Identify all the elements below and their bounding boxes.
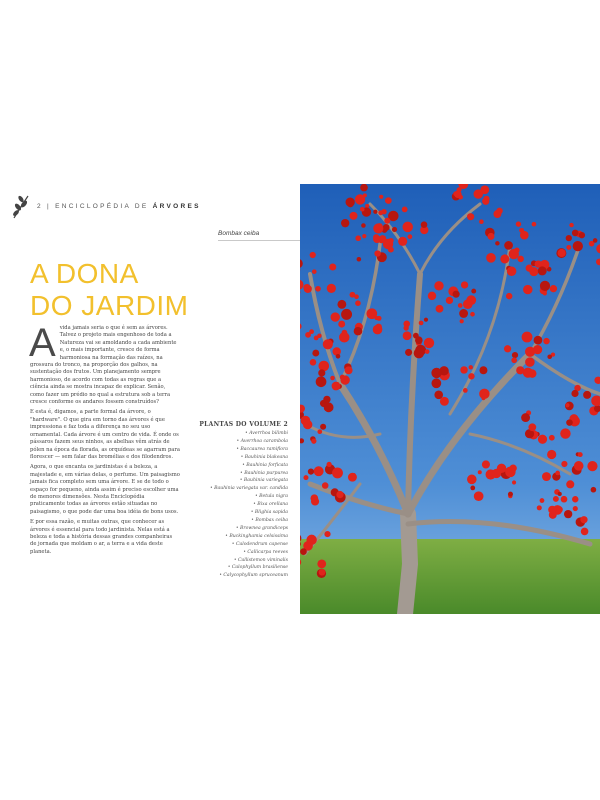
flower-blossom (571, 390, 578, 397)
flower-blossom (306, 535, 316, 545)
flower-blossom (525, 357, 535, 367)
flower-blossom (402, 206, 408, 212)
flower-blossom (479, 219, 484, 224)
flower-blossom (479, 366, 487, 374)
flower-blossom (528, 369, 536, 377)
flower-blossom (310, 252, 316, 258)
flower-blossom (547, 450, 556, 459)
flower-blossom (388, 238, 393, 243)
flower-blossom (431, 378, 441, 388)
title-line-1: A DONA (30, 258, 139, 289)
flower-blossom (349, 212, 357, 220)
flower-blossom (324, 402, 334, 412)
flower-blossom (572, 496, 578, 502)
paragraph-2: E esta é, digamos, a parte formal da árvore, o "hardware". O que gira em torno das árvores é que impressiona e faz toda a diferença no seu uso ornamental. Cada árvore é um centro de vida. É onde os pássaros fazem seus ninhos, as abelhas vêm atrás de pólen na época da florada, as orquídeas se agarram para florescer — sem falar das bromélias e dos filodendros. (30, 409, 180, 460)
flower-blossom (516, 221, 521, 226)
plant-list-item: • Bixa orellana (253, 502, 288, 508)
flower-blossom (558, 249, 566, 257)
flower-blossom (566, 245, 571, 250)
plants-list-title: PLANTAS DO VOLUME 2 (199, 421, 288, 428)
flower-blossom (346, 197, 355, 206)
plant-list-item: • Brownea grandiceps (235, 525, 288, 531)
flower-blossom (354, 327, 363, 336)
flower-blossom (405, 349, 412, 356)
flower-blossom (505, 467, 516, 478)
flower-blossom (355, 235, 361, 241)
flower-blossom (517, 256, 523, 262)
plant-list-item: • Calodendrum capense (231, 541, 288, 547)
flower-blossom (349, 292, 355, 298)
flower-blossom (543, 338, 549, 344)
flower-blossom (578, 452, 583, 457)
flower-blossom (519, 228, 524, 233)
flower-blossom (521, 413, 530, 422)
flower-blossom (373, 223, 383, 233)
flower-blossom (428, 292, 436, 300)
flower-blossom (522, 332, 533, 343)
flower-blossom (528, 423, 536, 431)
flower-blossom (330, 376, 335, 381)
flower-blossom (556, 506, 563, 513)
plant-list-item: • Bauhinia blakeana (240, 454, 288, 460)
flower-blossom (481, 396, 485, 400)
flower-blossom (574, 461, 584, 471)
page-title (30, 258, 189, 322)
running-header (10, 192, 201, 220)
flower-blossom (458, 195, 463, 200)
flower-blossom (581, 528, 589, 536)
flower-blossom (446, 297, 453, 304)
flower-blossom (341, 219, 349, 227)
flower-blossom (564, 510, 572, 518)
flower-blossom (373, 234, 379, 240)
flower-blossom (461, 281, 468, 288)
flower-blossom (457, 187, 462, 192)
flower-blossom (547, 354, 552, 359)
flower-blossom (331, 312, 340, 321)
flower-blossom (341, 309, 352, 320)
flower-blossom (360, 207, 365, 212)
flower-blossom (506, 293, 512, 299)
bombax-ceiba-photo (300, 184, 600, 614)
flower-blossom (379, 195, 383, 199)
flower-blossom (323, 339, 333, 349)
leaf-branch-icon (10, 192, 34, 220)
flower-blossom (377, 316, 382, 321)
flower-blossom (436, 305, 444, 313)
plant-list-item: • Betula nigra (254, 494, 288, 500)
flower-blossom (317, 559, 326, 568)
flower-blossom (471, 289, 476, 294)
flower-blossom (327, 462, 332, 467)
flower-blossom (355, 300, 361, 306)
flower-blossom (314, 466, 324, 476)
flower-blossom (310, 359, 317, 366)
flower-blossom (540, 498, 545, 503)
plant-list-item: • Callistemon viminalis (233, 557, 288, 563)
flower-blossom (337, 300, 346, 309)
flower-blossom (431, 368, 441, 378)
flower-blossom (312, 269, 317, 274)
flower-blossom (440, 397, 449, 406)
plants-list-box (186, 421, 288, 580)
flower-blossom (340, 375, 349, 384)
flower-blossom (566, 419, 573, 426)
flower-blossom (336, 354, 341, 359)
flower-blossom (593, 238, 598, 243)
flower-blossom (309, 329, 314, 334)
title-line-2: DO JARDIM (30, 290, 189, 321)
flower-blossom (385, 197, 392, 204)
plant-list-item: • Bauhinia variegata (239, 478, 288, 484)
flower-blossom (301, 416, 311, 426)
flower-blossom (504, 345, 511, 352)
flower-blossom (467, 475, 477, 485)
flower-blossom (324, 531, 330, 537)
flower-blossom (569, 223, 573, 227)
flower-blossom (329, 263, 336, 270)
flower-blossom (573, 241, 583, 251)
flower-blossom (378, 210, 383, 215)
flower-blossom (469, 365, 473, 369)
flower-blossom (320, 424, 326, 430)
flower-blossom (508, 492, 513, 497)
flower-blossom (573, 506, 578, 511)
flower-blossom (560, 428, 570, 438)
paragraph-1-text: vida jamais seria o que é sem as árvores. Talvez o projeto mais engenhoso de toda a Natureza vai se amoldando a cada ambiente e, o mais importante, cresce de forma harmoniosa na formação das raízes, na grossura do tronco, na proporção dos galhos, na sustentação dos frutos. Um planejamento sempre harmonioso, de acordo com todas as regras que a ciência ainda se mostra incapaz de explicar. Senão, como fazer um prédio no qual a estrutura sob a terra cresce conforme os andares fossem construídos? (30, 325, 177, 406)
flower-blossom (336, 491, 343, 498)
flower-blossom (579, 232, 585, 238)
flower-blossom (312, 350, 319, 357)
flower-blossom (408, 234, 413, 239)
flower-blossom (319, 569, 326, 576)
flower-blossom (467, 213, 474, 220)
flower-blossom (361, 223, 366, 228)
plant-list-item: • Bauhinia variegata var. candida (209, 486, 288, 492)
flower-blossom (583, 391, 591, 399)
drop-cap: A (29, 321, 56, 365)
flower-blossom (587, 461, 597, 471)
plant-list-item: • Blighia sapida (250, 510, 288, 516)
flower-blossom (318, 369, 325, 376)
flower-blossom (548, 506, 556, 514)
flower-blossom (486, 253, 496, 263)
plant-list-item: • Bauhinia purpurea (240, 470, 288, 476)
flower-blossom (459, 309, 468, 318)
flower-blossom (482, 460, 490, 468)
flower-blossom (497, 464, 506, 473)
flower-blossom (345, 366, 353, 374)
flower-blossom (315, 286, 321, 292)
grass-field (300, 539, 600, 614)
paragraph-1 (29, 321, 180, 406)
flower-blossom (537, 505, 542, 510)
flower-blossom (319, 361, 330, 372)
flower-blossom (332, 467, 343, 478)
flower-blossom (565, 403, 569, 407)
flower-blossom (360, 184, 368, 191)
flower-blossom (314, 336, 319, 341)
flower-blossom (555, 471, 560, 476)
flower-blossom (453, 291, 460, 298)
photo-caption: Bombax ceiba (218, 230, 260, 237)
flower-blossom (525, 347, 535, 357)
flower-blossom (460, 366, 467, 373)
flower-blossom (572, 230, 579, 237)
flower-blossom (332, 382, 341, 391)
plants-list (186, 430, 288, 580)
flower-blossom (366, 308, 377, 319)
plant-list-item: • Callicarpa reeves (243, 549, 288, 555)
flower-blossom (543, 291, 547, 295)
series-subject: ÁRVORES (152, 202, 201, 210)
flower-blossom (300, 548, 307, 555)
flower-blossom (532, 222, 537, 227)
flower-blossom (507, 266, 517, 276)
flower-blossom (509, 249, 519, 259)
flower-blossom (495, 241, 499, 245)
flower-blossom (419, 321, 424, 326)
flower-blossom (523, 285, 532, 294)
flower-blossom (384, 218, 390, 224)
flower-blossom (303, 475, 308, 480)
flower-blossom (424, 338, 434, 348)
plant-list-item: • Averrhoa bilimbi (244, 431, 288, 436)
flower-blossom (566, 480, 574, 488)
plant-list-item: • Bauhinia forficata (242, 462, 288, 468)
flower-blossom (561, 496, 568, 503)
paragraph-4: E por essa razão, e muitas outras, que conhecer as árvores é essencial para todo jardinista. Nelas está a beleza e toda a história dessas grandes companheiras de jornada que moldam o ar, a terra e a vida deste planeta. (30, 519, 173, 555)
plant-list-item: • Bombax ceiba (251, 517, 288, 523)
flower-blossom (516, 366, 524, 374)
flower-blossom (478, 470, 482, 474)
flower-blossom (327, 284, 336, 293)
flower-blossom (421, 221, 428, 228)
flower-blossom (512, 352, 518, 358)
flower-blossom (553, 496, 559, 502)
flower-blossom (550, 285, 557, 292)
flower-blossom (311, 439, 316, 444)
series-name: ENCICLOPÉDIA DE (55, 202, 149, 210)
flower-blossom (549, 435, 555, 441)
flower-blossom (317, 429, 322, 434)
flower-blossom (434, 281, 443, 290)
flower-blossom (591, 487, 597, 493)
plant-list-item: • Calycophyllum spruceanum (219, 573, 288, 579)
flower-blossom (415, 345, 426, 356)
flower-blossom (474, 491, 484, 501)
flower-blossom (308, 469, 314, 475)
flower-blossom (425, 349, 430, 354)
flower-blossom (470, 486, 475, 491)
flower-blossom (542, 472, 551, 481)
flower-blossom (362, 234, 366, 238)
flower-blossom (540, 281, 550, 291)
flower-blossom (487, 233, 494, 240)
plant-list-item: • Calophyllum brasiliense (227, 565, 288, 571)
caption-rule (218, 240, 300, 241)
flower-blossom (322, 482, 329, 489)
plant-list-item: • Averrhoa carambola (236, 438, 288, 444)
flower-blossom (357, 257, 362, 262)
flower-blossom (323, 396, 330, 403)
flower-blossom (526, 265, 533, 272)
plant-list-item: • Baccaurea ramiflora (236, 446, 288, 452)
flower-blossom (504, 241, 513, 250)
flower-blossom (566, 235, 572, 241)
flower-blossom (379, 235, 386, 242)
flower-blossom (470, 312, 475, 317)
flower-blossom (512, 480, 516, 484)
flower-blossom (561, 461, 567, 467)
flower-blossom (415, 336, 423, 344)
flower-blossom (558, 492, 562, 496)
flower-blossom (348, 473, 357, 482)
flower-blossom (500, 254, 509, 263)
flower-blossom (482, 198, 489, 205)
flower-blossom (580, 516, 587, 523)
flower-blossom (373, 210, 377, 214)
flower-blossom (374, 250, 380, 256)
flower-blossom (339, 332, 350, 343)
flower-blossom (458, 303, 463, 308)
flower-blossom (402, 222, 412, 232)
flower-blossom (538, 435, 547, 444)
flower-blossom (466, 295, 476, 305)
flower-blossom (355, 194, 365, 204)
flower-blossom (403, 331, 412, 340)
flower-blossom (511, 357, 517, 363)
tree-photo (300, 184, 600, 614)
article-body (29, 321, 180, 559)
flower-blossom (373, 325, 383, 335)
flower-blossom (468, 373, 474, 379)
flower-blossom (316, 376, 327, 387)
flower-blossom (304, 285, 312, 293)
flower-blossom (424, 318, 428, 322)
paragraph-3: Agora, o que encanta os jardinistas é a beleza, a majestade e, em várias delas, o perfume. Um paisagismo jamais fica completo sem uma árvore. E se de todo o espaço for pequeno, ainda assim é preciso escolher uma de menores dimensões. Nesta Enciclopédia praticamente todas as árvores estão situadas no paisagismo, o que pode dar uma boa idéia de bons usos. (30, 464, 180, 515)
flower-blossom (463, 388, 468, 393)
plant-list-item: • Buckinghamia celsissima (225, 533, 288, 539)
flower-blossom (474, 189, 483, 198)
flower-blossom (538, 266, 547, 275)
flower-blossom (534, 336, 543, 345)
flower-blossom (338, 321, 345, 328)
flower-blossom (403, 325, 408, 330)
page-number: 2 (37, 202, 43, 210)
flower-blossom (392, 227, 397, 232)
flower-blossom (311, 497, 319, 505)
header-text: 2 | ENCICLOPÉDIA DE ÁRVORES (37, 202, 201, 210)
flower-blossom (496, 208, 503, 215)
flower-blossom (460, 319, 464, 323)
flower-blossom (398, 237, 407, 246)
